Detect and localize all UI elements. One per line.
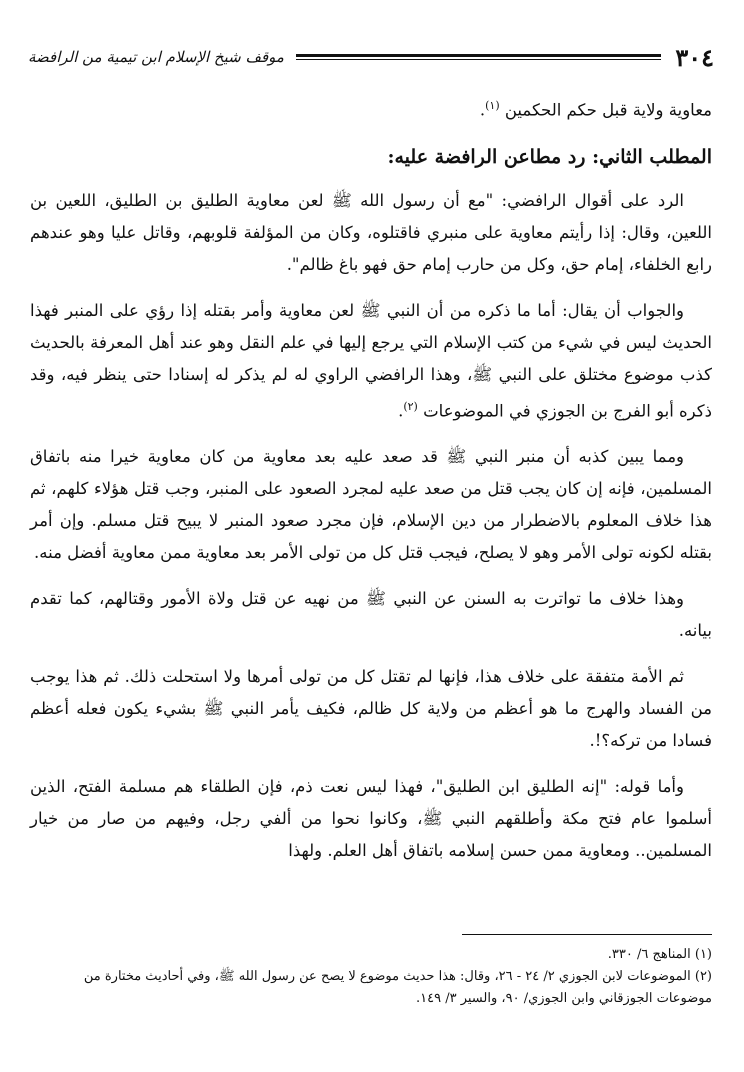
footnote-2: (٢) الموضوعات لابن الجوزي ٢/ ٢٤ - ٢٦، وقال: هذا حديث موضوع لا يصح عن رسول الله ﷺ، وفي أحاديث مختارة من موضوعات الجوزقاني وابن الجوزي/ ٩٠، والسير ٣/ ١٤٩. [83,969,712,1006]
page-number: ٣٠٤ [675,42,714,72]
paragraph-4: ومما يبين كذبه أن منبر النبي ﷺ قد صعد عليه بعد معاوية من كان معاوية خيرا منه باتفاق المسلمين، فإنه إن كان يجب قتل من صعد عليه لمجرد الصعود على المنبر، وجب قتل هؤلاء كلهم، ثم هذا خلاف المعلوم بالاضطرار من دين الإسلام، فإن مجرد صعود المنبر لا يبيح قتل مسلم. وإن أمر بقتله لكونه تولى الأمر وهو لا يصلح، فيجب قتل كل من تولى الأمر بعد معاوية ممن معاوية أفضل منه. [30,447,712,562]
footnote-ref-2: (٢) [403,399,418,413]
footnote-ref-1: (١) [485,99,500,112]
footnote-1: (١) المناهج ٦/ ٣٣٠. [607,947,712,962]
main-text [30,90,712,881]
paragraph-7: وأما قوله: "إنه الطليق ابن الطليق"، فهذا ليس نعت ذم، فإن الطلقاء هم مسلمة الفتح، الذين أسلموا عام فتح مكة وأطلقهم النبي ﷺ، وكانوا نحوا من ألفي رجل، وفيهم من صار من خيار المسلمين.. ومعاوية ممن حسن إسلامه باتفاق أهل العلم. ولهذا [30,777,712,860]
header-rule [296,54,661,60]
paragraph-1: معاوية ولاية قبل حكم الحكمين $^{(١)}$. [479,99,712,120]
paragraph-1-text: معاوية ولاية قبل حكم الحكمين [504,100,712,120]
paragraph-3: والجواب أن يقال: أما ما ذكره من أن النبي ﷺ لعن معاوية وأمر بقتله إذا رؤي على المنبر فهذا الحديث ليس في شيء من كتب الإسلام التي يرجع إليها في علم النقل وهو عند أهل المعرفة بالحديث كذب موضوع مختلق على النبي ﷺ، وهذا الرافضي الراوي له لم يذكر له إسنادا حتى ينظر فيه، وقد ذكره أبو الفرج بن الجوزي في الموضوعات $^{(٢)}$. [30,300,712,420]
page-header [28,40,714,74]
footnotes [30,944,712,1010]
paragraph-2: الرد على أقوال الرافضي: "مع أن رسول الله ﷺ لعن معاوية الطليق بن الطليق، اللعين بن اللعين، وقال: إذا رأيتم معاوية على منبري فاقتلوه، وكان من المؤلفة قلوبهم، وقاتل عليا وهو عندهم رابع الخلفاء، إمام حق، وكل من حارب إمام حق فهو باغ ظالم". [30,190,712,274]
section-heading: المطلب الثاني: رد مطاعن الرافضة عليه: [387,145,712,168]
running-title: موقف شيخ الإسلام ابن تيمية من الرافضة [28,48,284,66]
paragraph-6: ثم الأمة متفقة على خلاف هذا، فإنها لم تقتل كل من تولى أمرها ولا استحلت ذلك. ثم هذا يوجب من الفساد والهرج ما هو أعظم من ولاية كل ظالم، فكيف يأمر النبي ﷺ بشيء يكون فعله أعظم فسادا من تركه؟!. [30,667,712,750]
paragraph-3-text: والجواب أن يقال: أما ما ذكره من أن النبي ﷺ لعن معاوية وأمر بقتله إذا رؤي على المنبر فهذا الحديث ليس في شيء من كتب الإسلام التي يرجع إليها في علم النقل وهو عند أهل المعرفة بالحديث كذب موضوع مختلق على النبي ﷺ، وهذا الرافضي الراوي له لم يذكر له إسنادا حتى ينظر فيه، وقد ذكره أبو الفرج بن الجوزي في الموضوعات [30,300,712,420]
footnote-divider [462,934,712,935]
paragraph-5: وهذا خلاف ما تواترت به السنن عن النبي ﷺ من نهيه عن قتل ولاة الأمور وقتالهم، كما تقدم بيانه. [30,589,712,640]
